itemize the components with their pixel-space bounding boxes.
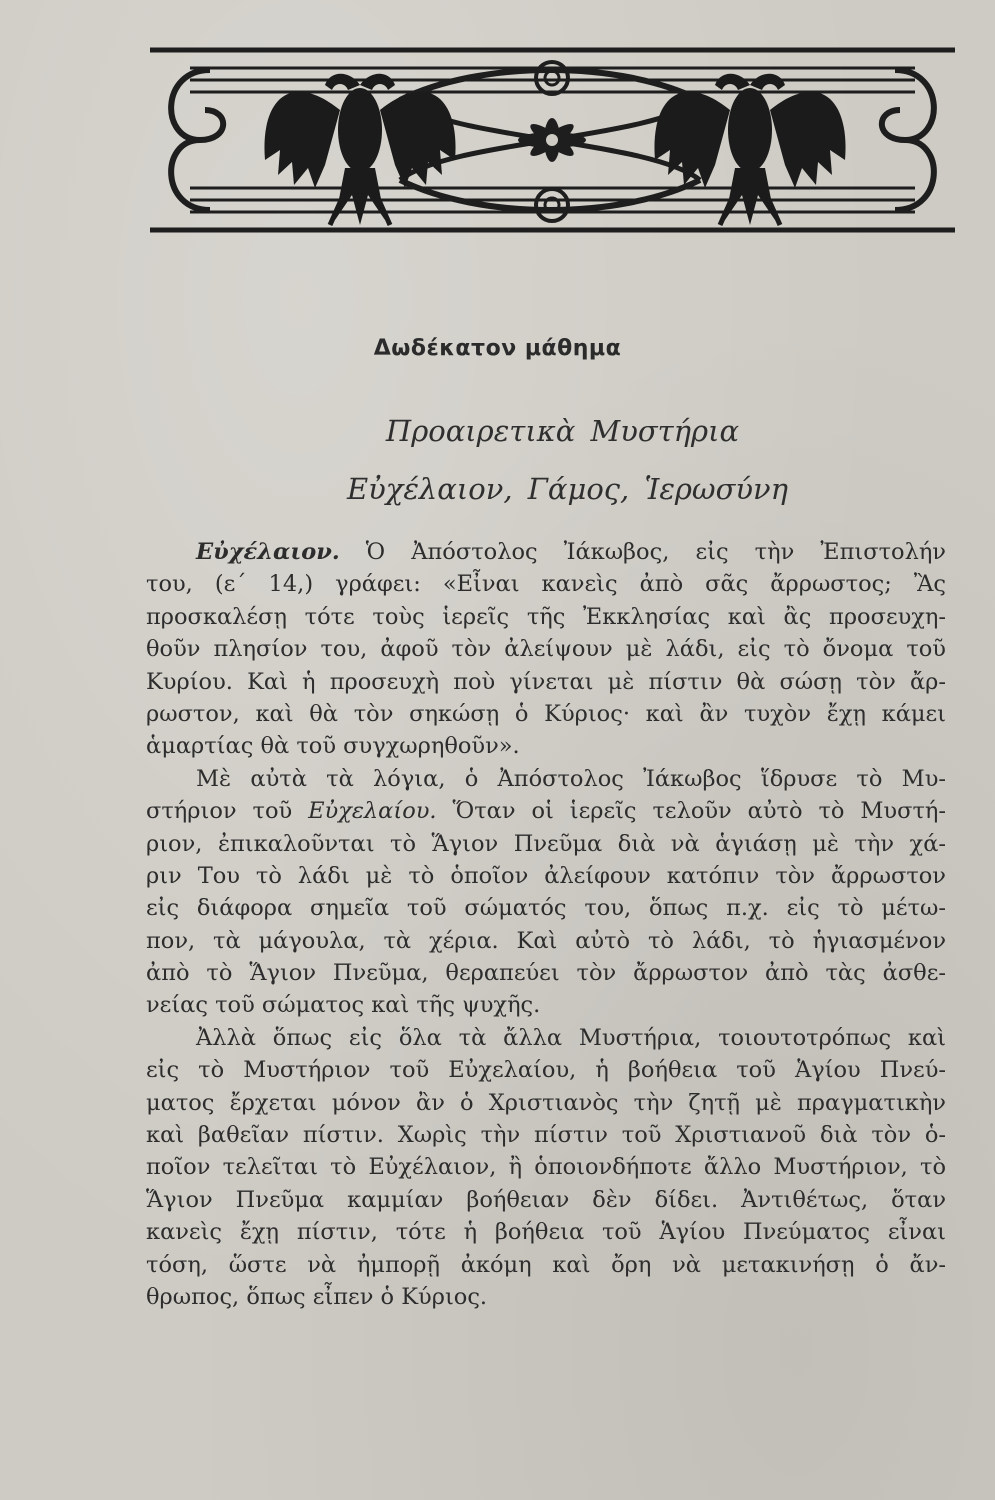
paragraph-2-line: ριν Του τὸ λάδι μὲ τὸ ὁποῖον ἀλείφουν κατόπιν τὸν ἄρρωστον: [146, 862, 946, 889]
paragraph-1-line: προσκαλέσῃ τότε τοὺς ἱερεῖς τῆς Ἐκκλησίας καὶ ἂς προσευχη-: [146, 603, 946, 630]
text-run: στήριον τοῦ: [146, 798, 309, 825]
text-run: Ὅταν οἱ ἱερεῖς τελοῦν αὐτὸ τὸ Μυστή-: [436, 798, 946, 825]
paragraph-3-line: Ἀλλὰ ὅπως εἰς ὅλα τὰ ἄλλα Μυστήρια, τοιουτοτρόπως καὶ: [196, 1024, 946, 1051]
paragraph-2-line: Μὲ αὐτὰ τὰ λόγια, ὁ Ἀπόστολος Ἰάκωβος ἵδρυσε τὸ Μυ-: [196, 765, 946, 792]
topics-subtitle: Εὐχέλαιον, Γάμος, Ἱερωσύνη: [346, 472, 789, 506]
paragraph-1-line: ρωστον, καὶ θὰ τὸν σηκώσῃ ὁ Κύριος· καὶ ἂν τυχὸν ἔχῃ κάμει: [146, 700, 946, 727]
lesson-title: Δωδέκατον μάθημα: [373, 336, 622, 361]
paragraph-3-line: κανεὶς ἔχῃ πίστιν, τότε ἡ βοήθεια τοῦ Ἁγίου Πνεύματος εἶναι: [146, 1219, 946, 1246]
paragraph-2-line: νείας τοῦ σώματος καὶ τῆς ψυχῆς.: [146, 992, 541, 1019]
paragraph-3-line: θρωπος, ὅπως εἶπεν ὁ Κύριος.: [146, 1283, 488, 1310]
paragraph-2-line: ριον, ἐπικαλοῦνται τὸ Ἅγιον Πνεῦμα διὰ νὰ ἁγιάσῃ μὲ τὴν χά-: [146, 830, 946, 857]
paragraph-2-line: πον, τὰ μάγουλα, τὰ χέρια. Καὶ αὐτὸ τὸ λάδι, τὸ ἡγιασμένον: [146, 927, 946, 954]
paragraph-1-line: [146, 536, 946, 568]
text-run: Ὁ Ἀπόστολος Ἰάκωβος, εἰς τὴν Ἐπιστολήν: [365, 539, 946, 565]
paragraph-2-line: εἰς διάφορα σημεῖα τοῦ σώματός του, ὅπως π.χ. εἰς τὸ μέτω-: [146, 895, 946, 922]
paragraph-1-line: Κυρίου. Καὶ ἡ προσευχὴ ποὺ γίνεται μὲ πίστιν θὰ σώσῃ τὸν ἄρ-: [146, 668, 946, 695]
paragraph-3-line: Ἅγιον Πνεῦμα καμμίαν βοήθειαν δὲν δίδει. Ἀντιθέτως, ὅταν: [146, 1186, 946, 1213]
paragraph-1-line: ἁμαρτίας θὰ τοῦ συγχωρηθοῦν».: [146, 733, 520, 760]
emphasized-term: Εὐχελαίου.: [308, 798, 437, 825]
body-text: [146, 536, 946, 1313]
paragraph-lead: Εὐχέλαιον.: [196, 539, 340, 565]
paragraph-1-line: θοῦν πλησίον του, ἀφοῦ τὸν ἀλείψουν μὲ λάδι, εἰς τὸ ὄνομα τοῦ: [146, 636, 946, 663]
paragraph-2-line: ἀπὸ τὸ Ἅγιον Πνεῦμα, θεραπεύει τὸν ἄρρωστον ἀπὸ τὰς ἀσθε-: [146, 960, 946, 987]
paragraph-3-line: ματος ἔρχεται μόνον ἂν ὁ Χριστιανὸς τὴν ζητῇ μὲ πραγματικὴν: [146, 1089, 946, 1116]
paragraph-3-line: ποῖον τελεῖται τὸ Εὐχέλαιον, ἢ ὁποιονδήποτε ἄλλο Μυστήριον, τὸ: [146, 1154, 946, 1181]
paragraph-3-line: εἰς τὸ Μυστήριον τοῦ Εὐχελαίου, ἡ βοήθεια τοῦ Ἁγίου Πνεύ-: [146, 1057, 946, 1084]
double-headed-eagle-ornament-icon: [150, 40, 955, 240]
paragraph-1-line: του, (ε΄ 14,) γράφει: «Εἶναι κανεὶς ἀπὸ σᾶς ἄρρωστος; Ἂς: [146, 571, 946, 598]
paragraph-2-line: [146, 795, 946, 827]
paragraph-3-line: καὶ βαθεῖαν πίστιν. Χωρὶς τὴν πίστιν τοῦ Χριστιανοῦ διὰ τὸν ὁ-: [146, 1122, 946, 1149]
section-subtitle: Προαιρετικὰ Μυστήρια: [385, 414, 740, 448]
paragraph-3-line: τόση, ὥστε νὰ ἠμπορῇ ἀκόμη καὶ ὄρη νὰ μετακινήσῃ ὁ ἄν-: [146, 1251, 946, 1278]
